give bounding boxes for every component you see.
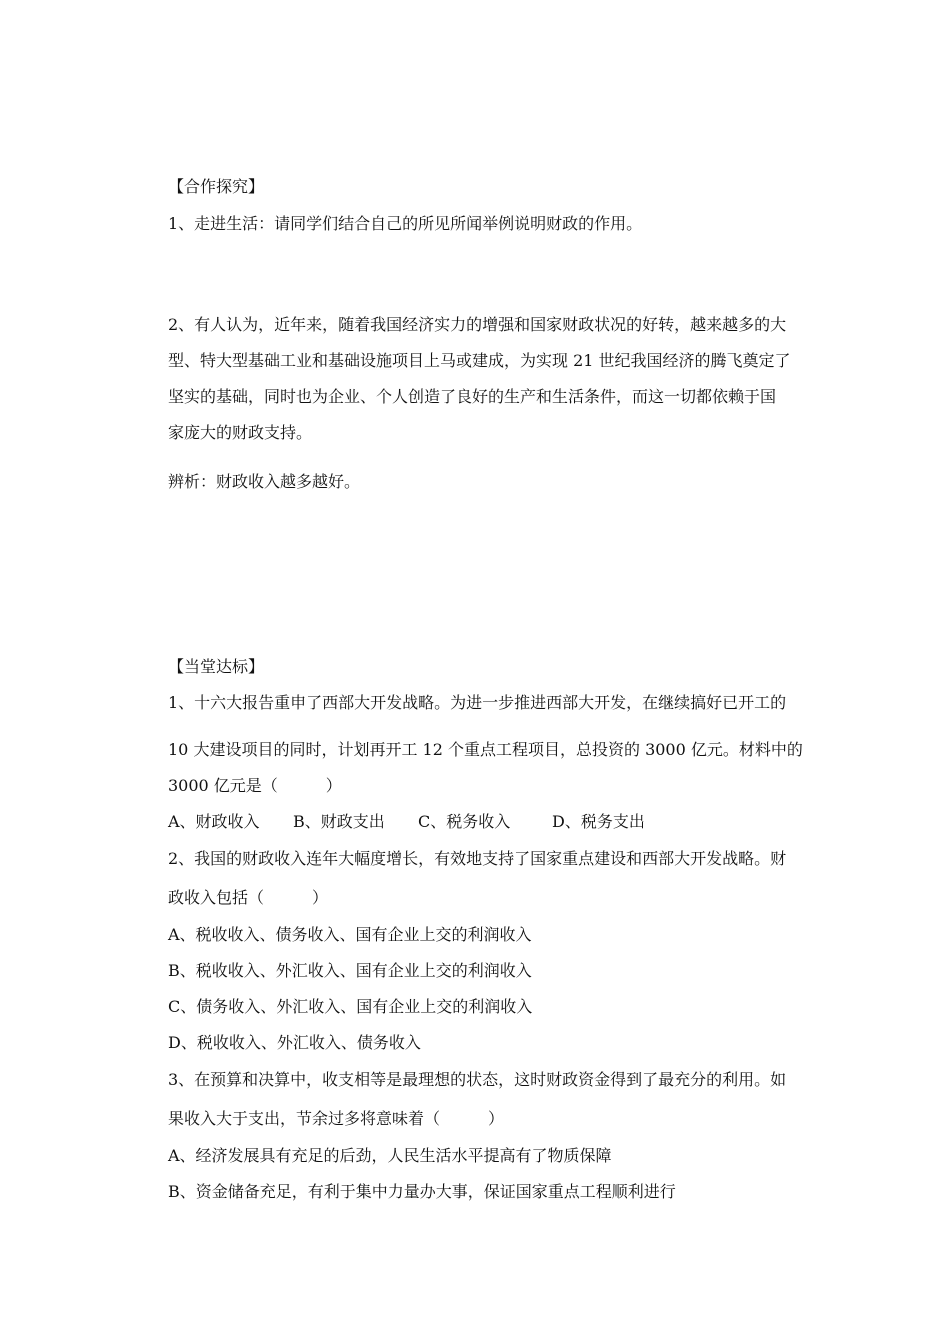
check-question-1-line: 1、十六大报告重申了西部大开发战略。为进一步推进西部大开发，在继续搞好已开工的 (168, 693, 787, 712)
check-question-1-line: 10 大建设项目的同时，计划再开工 12 个重点工程项目，总投资的 3000 亿元。材料中的 (168, 740, 803, 759)
check-question-2-line: 2、我国的财政收入连年大幅度增长，有效地支持了国家重点建设和西部大开发战略。财 (168, 849, 787, 868)
check-question-2-option: D、税收收入、外汇收入、债务收入 (168, 1033, 421, 1052)
inquiry-question-2-task: 辨析：财政收入越多越好。 (168, 472, 361, 491)
check-question-2-line: 政收入包括（ ） (168, 888, 329, 907)
check-question-1-line: 3000 亿元是（ ） (168, 776, 342, 795)
option-a: A、财政收入 (168, 812, 260, 831)
inquiry-question-2-line: 2、有人认为，近年来，随着我国经济实力的增强和国家财政状况的好转，越来越多的大 (168, 315, 787, 334)
inquiry-question-2-line: 型、特大型基础工业和基础设施项目上马或建成，为实现 21 世纪我国经济的腾飞奠定了 (168, 351, 791, 370)
check-question-3-option: B、资金储备充足，有利于集中力量办大事，保证国家重点工程顺利进行 (168, 1182, 676, 1201)
check-question-1-options (168, 812, 645, 832)
option-c: C、税务收入 (418, 812, 511, 831)
option-d: D、税务支出 (552, 812, 645, 831)
section-heading-in-class-check: 【当堂达标】 (168, 657, 265, 676)
check-question-3-option: A、经济发展具有充足的后劲，人民生活水平提高有了物质保障 (168, 1146, 612, 1165)
inquiry-question-2-line: 坚实的基础，同时也为企业、个人创造了良好的生产和生活条件，而这一切都依赖于国 (168, 387, 777, 406)
check-question-3-line: 3、在预算和决算中，收支相等是最理想的状态，这时财政资金得到了最充分的利用。如 (168, 1070, 787, 1089)
check-question-3-line: 果收入大于支出，节余过多将意味着（ ） (168, 1109, 505, 1128)
option-b: B、财政支出 (293, 812, 385, 831)
check-question-2-option: C、债务收入、外汇收入、国有企业上交的利润收入 (168, 997, 533, 1016)
section-heading-cooperative-inquiry: 【合作探究】 (168, 177, 265, 196)
inquiry-question-1: 1、走进生活：请同学们结合自己的所见所闻举例说明财政的作用。 (168, 214, 643, 233)
check-question-2-option: B、税收收入、外汇收入、国有企业上交的利润收入 (168, 961, 532, 980)
inquiry-question-2-line: 家庞大的财政支持。 (168, 423, 313, 442)
check-question-2-option: A、税收收入、债务收入、国有企业上交的利润收入 (168, 925, 532, 944)
